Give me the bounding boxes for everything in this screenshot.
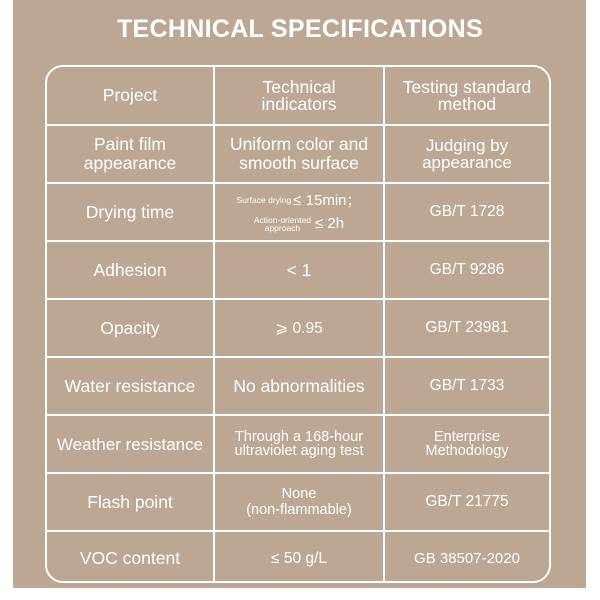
header-testing-method: Testing standard method [402,76,532,114]
cell-method: GB/T 1733 [429,377,505,394]
cell-method: GB/T 21775 [425,493,509,510]
cell-indicator: ≤ 50 g/L [215,532,385,583]
spec-table [45,65,551,583]
cell-method: Judging by appearance [422,136,512,172]
cell-method: Enterprise Methodology [425,429,509,459]
cell-indicator [215,184,385,240]
action-oriented-line: Action-oriented approach ≤ 2h [253,214,345,233]
cell-method: GB/T 23981 [425,319,509,336]
table-row [47,530,551,583]
table-row [47,182,551,240]
table-row [47,298,551,356]
table-row [47,414,551,472]
cell-method: GB 38507-2020 [414,549,520,567]
cell-project: Drying time [47,184,215,240]
cell-project: Water resistance [47,358,215,414]
page-title: TECHNICAL SPECIFICATIONS [116,15,483,43]
table-row [47,124,551,182]
header-technical-indicators: Technical indicators [215,67,385,124]
cell-project: Weather resistance [47,416,215,472]
table-row [47,356,551,414]
cell-method: GB/T 9286 [429,261,505,278]
table-row [47,472,551,530]
table-row [47,240,551,298]
cell-indicator: Uniform color and smooth surface [215,126,385,182]
cell-project: Paint film appearance [47,126,215,182]
cell-project: Opacity [47,300,215,356]
cell-project: VOC content [47,532,215,583]
cell-indicator: Through a 168-hour ultraviolet aging test [215,416,385,472]
cell-project: Adhesion [47,242,215,298]
surface-drying-line: Surface drying ≤ 15min； [236,192,362,209]
cell-indicator: < 1 [215,242,385,298]
cell-indicator: ⩾ 0.95 [215,300,385,356]
header-project: Project [47,67,215,124]
cell-indicator: None (non-flammable) [215,474,385,530]
cell-project: Flash point [47,474,215,530]
cell-method: GB/T 1728 [429,203,505,220]
cell-indicator: No abnormalities [215,358,385,414]
table-header-row [47,67,551,124]
